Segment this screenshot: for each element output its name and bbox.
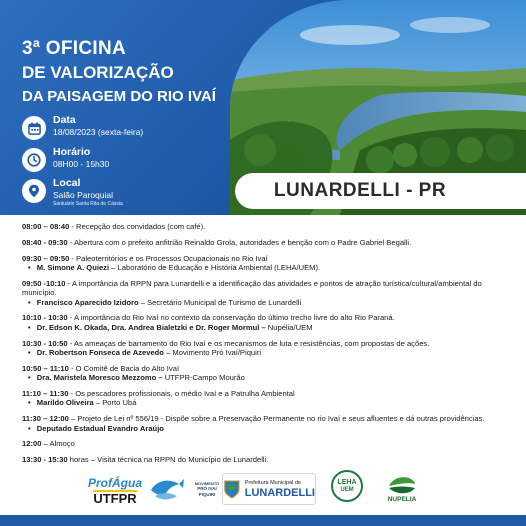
schedule-time: 11:10 – 11:30 [22, 389, 69, 399]
schedule-time: 11:30 – 12:00 [22, 414, 69, 424]
location-pin-icon [22, 179, 46, 203]
schedule-item [22, 364, 518, 383]
schedule-text: - O Comitê de Bacia do Alto Ivaí [71, 363, 180, 373]
speaker-name: Deputado Estadual Evandro Araújo [36, 423, 164, 433]
clock-icon [22, 148, 46, 172]
profagua-text: ProfÁgua [88, 475, 142, 490]
schedule-item [22, 279, 518, 307]
schedule-item [22, 439, 518, 448]
partner-logos [0, 466, 526, 512]
schedule-speaker [22, 424, 518, 433]
calendar-icon [22, 116, 46, 140]
uem-text: UEM [340, 486, 354, 493]
speaker-name: M. Simone A. Quiezi [36, 263, 110, 272]
pro-ivai-line1: MOVIMENTO [194, 481, 220, 486]
pro-ivai-line2: PRÓ IVAÍ [197, 486, 217, 491]
city-crest-icon [223, 478, 241, 500]
schedule-item [22, 389, 518, 408]
title-line-3: DA PAISAGEM DO RIO IVAÍ [22, 88, 216, 105]
title-line-1: 3ª OFICINA [22, 38, 126, 59]
schedule-time: 10:50 – 11:10 [22, 363, 69, 373]
schedule-speaker [22, 348, 518, 357]
schedule-time: 09:50 -10:10 [22, 278, 66, 288]
speaker-affiliation: – Porto Ubá [95, 398, 137, 408]
schedule-text: horas – Visita técnica na RPPN do Município de Lunardelli. [69, 455, 269, 465]
schedule-speaker [22, 398, 518, 407]
schedule-text: - Paleoterritórios e os Processos Ocupacionais no Rio Ivaí [71, 253, 268, 263]
date-info [22, 114, 143, 140]
schedule-item [22, 339, 518, 358]
schedule-speaker [22, 263, 518, 272]
prefeitura-city: LUNARDELLI [244, 486, 315, 499]
speaker-name: Dr. Edson K. Okada, Dra. Andrea Bialetzki e Dr. Roger Mormul – [36, 322, 266, 332]
schedule-text: - A importância da RPPN para Lunardelli e a identificação das atividades e pontos de atração turística/cultural/ambiental do município. [22, 278, 482, 298]
schedule-item [22, 238, 518, 247]
speaker-affiliation: – Movimento Pró Ivaí/Piquiri [166, 348, 262, 358]
prefeitura-label: Prefeitura Municipal de [244, 479, 301, 486]
nupelia-text: NUPELIA [387, 496, 417, 503]
schedule-item [22, 414, 518, 433]
place-label: Local [53, 177, 81, 189]
header-banner [0, 0, 526, 215]
place-value: Salão Paroquial [53, 190, 114, 200]
schedule-time: 13:30 - 15:30 [22, 455, 68, 465]
prefeitura-lunardelli-logo [222, 473, 316, 505]
fish-icon [148, 472, 186, 506]
pro-ivai-line3: PIQUIRI [198, 491, 216, 497]
city-name: LUNARDELLI - PR [273, 180, 447, 201]
speaker-name: Dra. Maristela Moresco Mezzomo – [36, 373, 163, 383]
speaker-affiliation: UTFPR-Campo Mourão [164, 373, 245, 383]
schedule-text: - Os pescadores profissionais, o médio Ivaí e a Patrulha Ambiental [70, 389, 295, 399]
profagua-logo [86, 470, 144, 512]
schedule-time: 08:40 - 09:30 [22, 237, 68, 247]
speaker-name: Dr. Robertson Fonseca de Azevedo [36, 348, 164, 358]
schedule-item [22, 455, 518, 464]
title-line-2: DE VALORIZAÇÃO [22, 63, 174, 82]
speaker-name: Marildo Oliveira [36, 398, 94, 408]
schedule-list [22, 222, 518, 471]
schedule-text: – Almoço [43, 439, 75, 449]
bottom-bar [0, 515, 526, 526]
schedule-text: - As ameaças de barramento do Rio Ivaí e os mecanismos de luta e resistências, com propostas de ações. [69, 338, 430, 348]
leha-uem-logo [331, 470, 363, 502]
schedule-text: - A importância do Rio Ivaí no contexto da conservação do último trecho livre do alto Rio Paraná. [69, 313, 395, 323]
speaker-affiliation: Nupélia/UEM [267, 322, 313, 332]
time-info [22, 146, 109, 172]
date-label: Data [53, 114, 76, 126]
schedule-speaker [22, 298, 518, 307]
time-value: 08H00 - 15h30 [53, 159, 110, 169]
schedule-speaker [22, 373, 518, 382]
leha-text: LEHA [337, 478, 357, 486]
place-subtitle: Santuário Santa Rita de Cássia [53, 201, 123, 207]
speaker-affiliation: – Laboratório de Educação e História Ambiental (LEHA/UEM). [111, 263, 321, 272]
schedule-time: 10:10 - 10:30 [22, 313, 68, 323]
event-title [22, 36, 216, 108]
location-info [22, 177, 123, 208]
schedule-speaker [22, 323, 518, 332]
schedule-time: 10:30 - 10:50 [22, 338, 68, 348]
speaker-affiliation: – Secretário Municipal de Turismo de Lunardelli [140, 297, 302, 307]
speaker-name: Francisco Aparecido Izidoro [36, 297, 139, 307]
utfpr-text: UTFPR [93, 490, 137, 506]
nupelia-logo [382, 470, 422, 508]
time-label: Horário [53, 146, 91, 158]
nupelia-icon [387, 474, 417, 496]
schedule-time: 12:00 [22, 439, 42, 449]
schedule-time: 09:30 – 09:50 [22, 253, 70, 263]
schedule-time: 08:00 – 08:40 [22, 222, 70, 231]
schedule-item [22, 222, 518, 231]
schedule-item [22, 254, 518, 273]
schedule-text: - Recepção dos convidados (com café). [71, 222, 206, 231]
schedule-text: - Abertura com o prefeito anfitrião Reinaldo Grola, autoridades e benção com o Padre Gabriel Begalli. [69, 237, 412, 247]
city-banner [235, 173, 526, 209]
schedule-item [22, 313, 518, 332]
schedule-text: – Projeto de Lei nº 556/19 - Dispõe sobre a Preservação Permanente no rio Ivaí e seus afluentes e dá outras providências. [71, 414, 485, 424]
date-value: 18/08/2023 (sexta-feira) [53, 127, 144, 137]
